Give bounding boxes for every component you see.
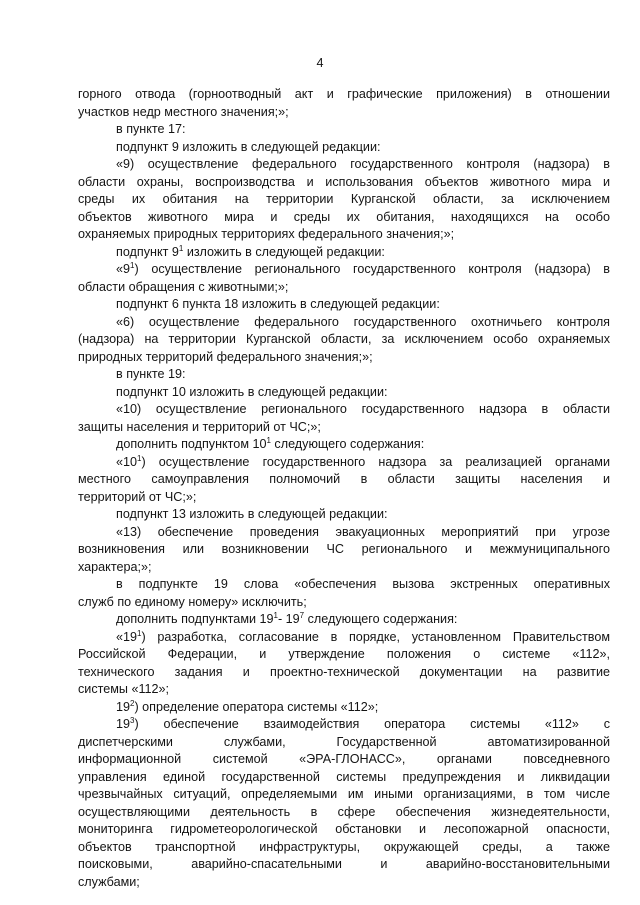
text-segment: (надзора) на территории Курганской области, за исключением особо охраняемых [78,332,610,346]
text-segment: среды их обитания на территории Курганской области, за исключением [78,192,610,206]
text-line [78,786,610,804]
text-segment: ) осуществление государственного надзора за реализацией органами [141,454,610,469]
text-line [78,296,610,314]
text-line [78,314,610,332]
text-segment: службами; [78,874,140,889]
superscript: 2 [130,698,135,708]
text-segment: охраняемых природных территориях федерального значения;»; [78,227,455,241]
document-body [78,86,610,891]
text-segment: системы «112»; [78,682,170,696]
text-segment: местного самоуправления полномочий в области защиты населения и [78,472,610,486]
superscript: 1 [266,436,271,445]
text-line [78,804,610,822]
text-segment: 19 [116,717,131,731]
text-line [78,576,610,594]
text-segment: территорий от ЧС;»; [78,489,197,504]
text-segment: дополнить подпунктами 19 [116,612,274,626]
text-segment: 19 [116,699,131,714]
text-line [78,541,610,559]
text-line [78,699,610,717]
text-segment: области обращения с животными;»; [78,279,289,294]
text-line [78,629,610,647]
text-segment: мониторинга гидрометеорологической обстановки и лесопожарной опасности, [78,822,610,836]
text-segment: ) определение оператора системы «112»; [134,699,379,714]
text-line [78,471,610,489]
superscript: 1 [178,243,184,253]
text-segment: следующего содержания: [304,612,458,626]
text-segment: «10) осуществление регионального государственного надзора в области [116,402,610,416]
text-line [78,261,610,279]
text-segment: поисковыми, аварийно-спасательными и аварийно-восстановительными [78,857,610,871]
text-line [78,209,610,227]
text-line [78,611,610,629]
text-line [78,524,610,542]
text-segment: подпункт 13 изложить в следующей редакции: [116,507,388,521]
text-line [78,716,610,734]
text-line [78,454,610,472]
text-segment: диспетчерскими службами, Государственной автоматизированной [78,734,610,749]
text-line [78,821,610,839]
text-segment: ) обеспечение взаимодействия оператора системы «112» с [134,717,610,731]
text-line [78,139,610,157]
text-line [78,681,610,699]
text-segment: «9) осуществление федерального государственного контроля (надзора) в [116,157,610,171]
text-line [78,874,610,892]
text-segment: осуществляющими деятельность в сфере обеспечения жизнедеятельности, [78,804,610,819]
superscript: 7 [299,611,305,620]
text-segment: - 19 [277,612,300,626]
text-line [78,174,610,192]
text-segment: в пункте 19: [116,367,186,381]
text-line [78,401,610,419]
text-segment: следующего содержания: [270,437,425,451]
text-segment: «9 [116,262,131,276]
text-segment: горного отвода (горноотводный акт и графические приложения) в отношении [78,87,610,101]
text-segment: ) осуществление регионального государственного контроля (надзора) в [134,262,610,276]
text-segment: подпункт 6 пункта 18 изложить в следующей редакции: [116,297,440,311]
text-line [78,594,610,612]
text-segment: подпункт 9 [116,244,179,259]
text-line [78,506,610,524]
text-segment: информационной системой «ЭРА-ГЛОНАСС», органами повседневного [78,752,610,766]
text-line [78,104,610,122]
text-segment: чрезвычайных ситуаций, определяемыми им иными организациями, в том числе [78,787,610,801]
text-line [78,226,610,244]
text-line [78,156,610,174]
text-line [78,349,610,367]
text-line [78,436,610,454]
text-segment: «10 [116,454,138,469]
text-line [78,664,610,682]
text-line [78,244,610,262]
text-segment: характера;»; [78,559,152,574]
text-line [78,751,610,769]
text-segment: в пункте 17: [116,122,186,136]
superscript: 1 [273,611,278,620]
text-segment: дополнить подпунктом 10 [116,437,267,451]
text-line [78,839,610,857]
text-segment: служб по единому номеру» исключить; [78,594,307,609]
text-line [78,279,610,297]
text-segment: «6) осуществление федерального государственного охотничьего контроля [116,314,610,329]
text-segment: подпункт 9 изложить в следующей редакции: [116,139,381,154]
text-line [78,191,610,209]
superscript: 3 [130,716,135,725]
text-line [78,366,610,384]
text-segment: «13) обеспечение проведения эвакуационных мероприятий при угрозе [116,524,610,539]
text-line [78,419,610,437]
text-segment: области охраны, воспроизводства и использования объектов животного мира и [78,174,610,189]
text-segment: технического задания и проектно-технической документации на развитие [78,664,610,679]
text-segment: объектов транспортной инфраструктуры, окружающей среды, а также [78,839,610,854]
superscript: 1 [130,261,135,270]
text-segment: природных территорий федерального значения;»; [78,349,373,364]
text-line [78,331,610,349]
text-segment: защиты населения и территорий от ЧС;»; [78,419,321,434]
text-segment: «19 [116,629,138,644]
text-segment: возникновения или возникновении ЧС регионального и межмуниципального [78,542,610,556]
text-segment: в подпункте 19 слова «обеспечения вызова экстренных оперативных [116,577,610,591]
text-segment: участков недр местного значения;»; [78,104,289,119]
text-segment: Российской Федерации, и утверждение положения о системе «112», [78,647,610,661]
text-line [78,489,610,507]
text-segment: ) разработка, согласование в порядке, установленном Правительством [141,629,610,644]
text-line [78,646,610,664]
text-segment: подпункт 10 изложить в следующей редакции: [116,384,388,399]
text-line [78,86,610,104]
text-line [78,384,610,402]
text-line [78,856,610,874]
text-segment: управления единой государственной системы предупреждения и ликвидации [78,769,610,784]
superscript: 1 [137,453,142,463]
text-segment: изложить в следующей редакции: [183,244,385,259]
text-segment: объектов животного мира и среды их обитания, находящихся на особо [78,209,610,224]
text-line [78,559,610,577]
page-number: 4 [316,56,324,70]
text-line [78,769,610,787]
superscript: 1 [137,628,142,638]
text-line [78,121,610,139]
text-line [78,734,610,752]
